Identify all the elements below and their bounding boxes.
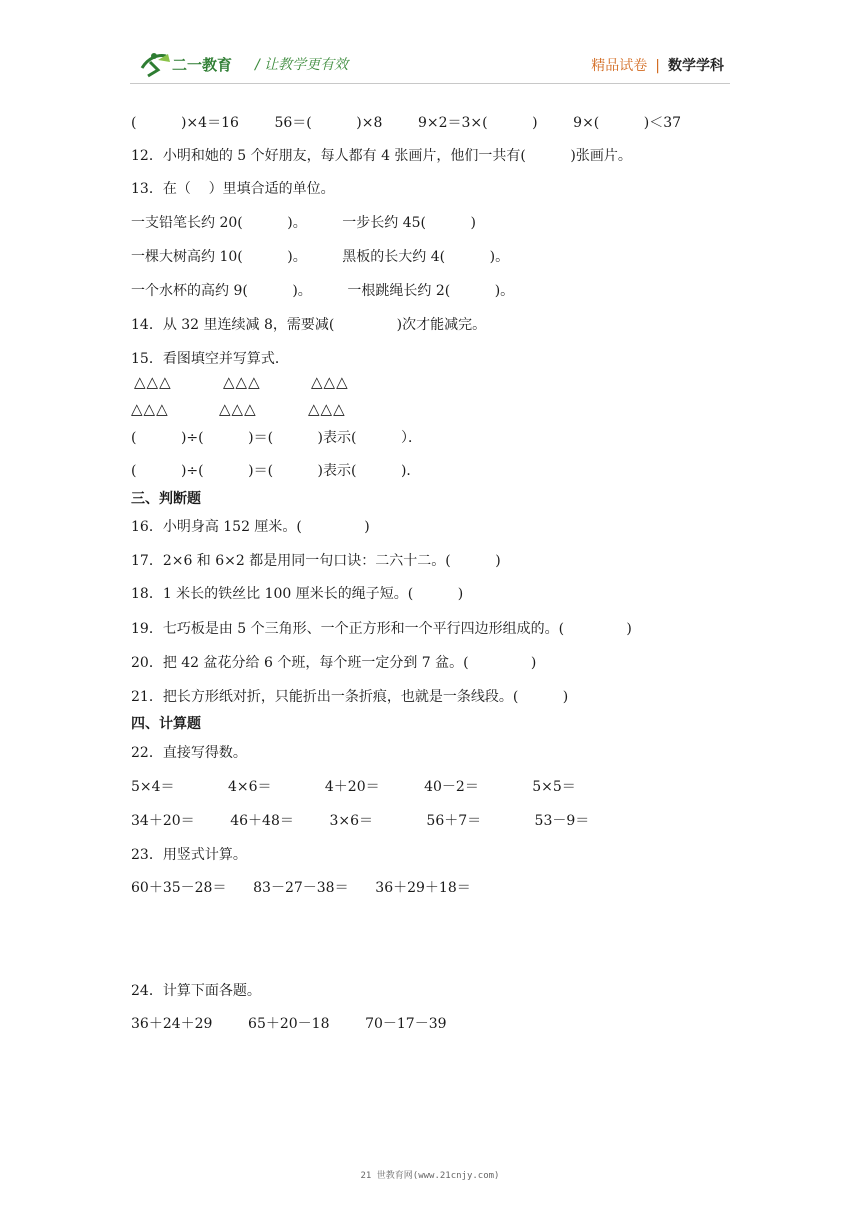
q22-title: 22．直接写得数。 [131, 745, 247, 761]
triangle-group: △△△ [131, 400, 169, 418]
q18: 18．1 米长的铁丝比 100 厘米长的绳子短。( ) [131, 586, 464, 602]
q21: 21．把长方形纸对折，只能折出一条折痕，也就是一条线段。( ) [131, 689, 569, 705]
q16: 16．小明身高 152 厘米。( ) [131, 519, 370, 535]
q11-line: ( )×4＝16 56＝( )×8 9×2＝3×( ) 9×( )＜37 [131, 115, 682, 131]
q13-row3: 一个水杯的高约 9( )。 一根跳绳长约 2( )。 [131, 283, 515, 299]
header-separator: | [655, 58, 660, 74]
logo-icon [136, 48, 246, 80]
q15-title: 15．看图填空并写算式． [131, 351, 289, 367]
q13-title: 13．在（ ）里填合适的单位。 [131, 181, 335, 197]
q12: 12．小明和她的 5 个好朋友，每人都有 4 张画片，他们一共有( )张画片。 [131, 148, 632, 164]
q24-title: 24．计算下面各题。 [131, 983, 261, 999]
q24-row: 36＋24＋29 65＋20－18 70－17－39 [131, 1016, 447, 1032]
triangle-group: △△△ [308, 400, 346, 418]
q22-row1: 5×4＝ 4×6＝ 4＋20＝ 40－2＝ 5×5＝ [131, 779, 576, 795]
q14: 14．从 32 里连续减 8，需要减( )次才能减完。 [131, 317, 487, 333]
q13-row2: 一棵大树高约 10( )。 黑板的长大约 4( )。 [131, 249, 510, 265]
header-right [591, 55, 724, 75]
triangle-group: △△△ [311, 373, 349, 391]
q23-row: 60＋35－28＝ 83－27－38＝ 36＋29＋18＝ [131, 880, 471, 896]
header-divider [130, 83, 730, 84]
slogan: / 让教学更有效 [255, 57, 349, 73]
q17: 17．2×6 和 6×2 都是用同一句口诀：二六十二。( ) [131, 553, 501, 569]
q22-row2: 34＋20＝ 46＋48＝ 3×6＝ 56＋7＝ 53－9＝ [131, 813, 590, 829]
paper-type: 精品试卷 [591, 58, 648, 74]
section-judge: 三、判断题 [131, 491, 201, 507]
triangle-group: △△△ [223, 373, 261, 391]
footer: 21 世教育网(www.21cnjy.com) [360, 1171, 500, 1181]
subject: 数学学科 [668, 58, 724, 74]
q19: 19．七巧板是由 5 个三角形、一个正方形和一个平行四边形组成的。( ) [131, 621, 632, 637]
q15-row2: ( )÷( )＝( )表示( )． [131, 463, 421, 479]
q15-row1: ( )÷( )＝( )表示( ）． [131, 430, 422, 446]
triangle-group: △△△ [219, 400, 257, 418]
triangle-group: △△△ [134, 373, 172, 391]
logo-text: 二一教育 [172, 56, 233, 74]
q13-row1: 一支铅笔长约 20( )。 一步长约 45( ) [131, 215, 476, 231]
q20: 20．把 42 盆花分给 6 个班，每个班一定分到 7 盆。( ) [131, 655, 537, 671]
q23-title: 23．用竖式计算。 [131, 847, 247, 863]
section-calc: 四、计算题 [131, 716, 201, 732]
